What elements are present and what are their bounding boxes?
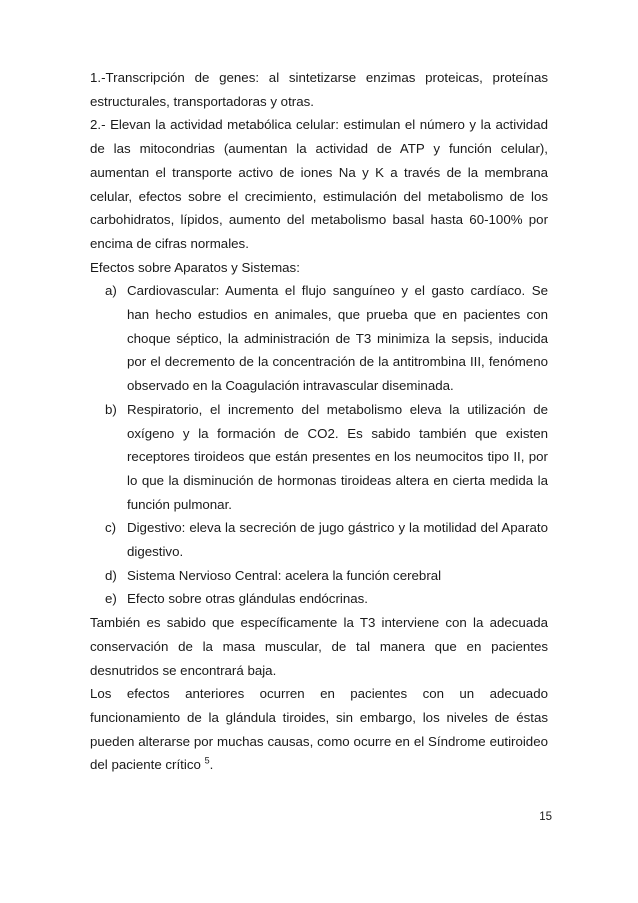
effects-list [90, 279, 548, 611]
list-item-respiratory [90, 398, 548, 517]
document-body [90, 66, 548, 777]
final-paragraph-text: Los efectos anteriores ocurren en pacientes con un adecuado funcionamiento de la glándula tiroides, sin embargo, los niveles de éstas pueden alterarse por muchas causas, como ocurre en el Síndrome eutiroideo del paciente crítico [90, 686, 548, 773]
list-item-nervous-system [90, 564, 548, 588]
list-item-text: Sistema Nervioso Central: acelera la función cerebral [127, 567, 442, 583]
list-marker: b) [105, 401, 117, 417]
footnote-reference: 5 [204, 755, 210, 766]
paragraph-metabolic-activity: 2.- Elevan la actividad metabólica celular: estimulan el número y la actividad de las mitocondrias (aumentan la actividad de ATP y función celular), aumentan el transporte activo de iones Na y K a través de la membrana celular, efectos sobre el crecimiento, estimulación del metabolismo de los carbohidratos, lípidos, aumento del metabolismo basal hasta 60-100% por encima de cifras normales. [90, 117, 548, 251]
paragraph-transcription-genes: 1.-Transcripción de genes: al sintetizarse enzimas proteicas, proteínas estructurales, transportadoras y otras. [90, 70, 548, 109]
list-marker: d) [105, 567, 117, 583]
paragraph-final [90, 682, 548, 777]
list-item-text: Cardiovascular: Aumenta el flujo sanguíneo y el gasto cardíaco. Se han hecho estudios en animales, que prueba que en pacientes con choque séptico, la administración de T3 minimiza la sepsis, inducida por el decremento de la concentración de la antitrombina III, fenómeno observado en la Coagulación intravascular diseminada. [127, 283, 548, 394]
list-marker: a) [105, 283, 117, 299]
list-item-digestive [90, 516, 548, 563]
list-item-text: Respiratorio, el incremento del metabolismo eleva la utilización de oxígeno y la formación de CO2. Es sabido también que existen receptores tiroideos que están presentes en los neumocitos tipo II, por lo que la disminución de hormonas tiroideas altera en cierta medida la función pulmonar. [127, 401, 548, 512]
paragraph-t3-muscle: También es sabido que específicamente la T3 interviene con la adecuada conservación de la masa muscular, de tal manera que en pacientes desnutridos se encontrará baja. [90, 615, 548, 678]
list-marker: e) [105, 591, 117, 607]
page-number: 15 [539, 811, 552, 823]
list-item-text: Digestivo: eleva la secreción de jugo gástrico y la motilidad del Aparato digestivo. [127, 520, 548, 560]
list-item-text: Efecto sobre otras glándulas endócrinas. [127, 591, 368, 607]
list-item-endocrine [90, 587, 548, 611]
final-paragraph-end: . [209, 757, 214, 773]
list-marker: c) [105, 520, 117, 536]
list-item-cardiovascular [90, 279, 548, 398]
section-heading-effects: Efectos sobre Aparatos y Sistemas: [90, 259, 300, 275]
